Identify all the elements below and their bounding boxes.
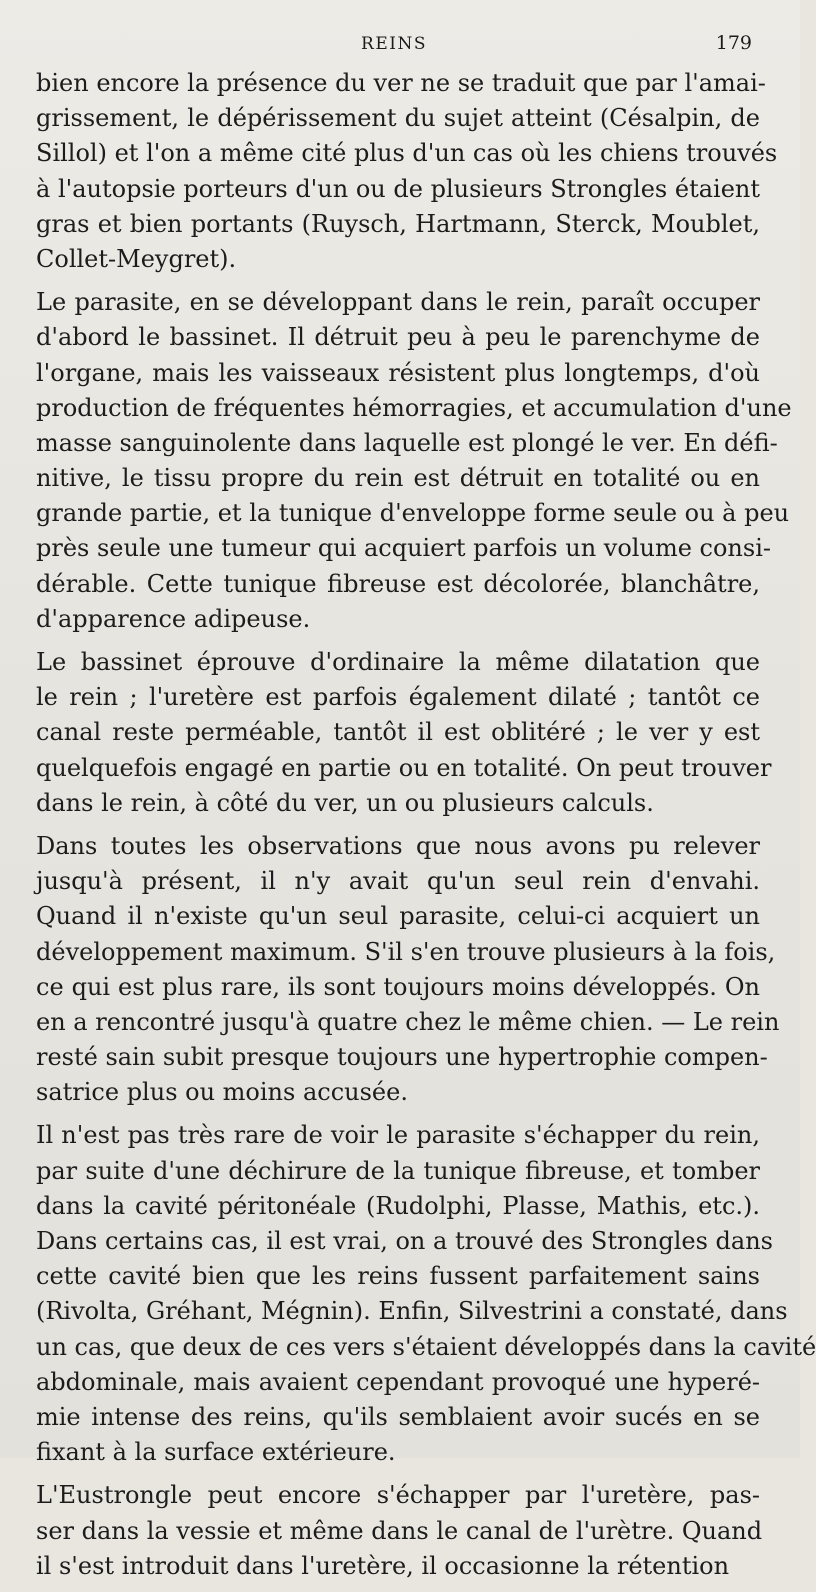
text-line: fixant à la surface extérieure. <box>36 1438 396 1467</box>
text-line: Dans certains cas, il est vrai, on a trouvé des Strongles dans <box>36 1227 773 1255</box>
text-line: Dans toutes les observations que nous avons pu relever <box>36 831 760 860</box>
text-line: ce qui est plus rare, ils sont toujours moins développés. On <box>36 972 760 1001</box>
paragraph <box>36 285 792 637</box>
text-line: nitive, le tissu propre du rein est détruit en totalité ou en <box>36 464 760 493</box>
text-line: à l'autopsie porteurs d'un ou de plusieurs Strongles étaient <box>36 174 760 203</box>
paragraph <box>36 66 778 277</box>
text-line: Le bassinet éprouve d'ordinaire la même dilatation que <box>36 648 760 676</box>
text-line: un cas, que deux de ces vers s'étaient développés dans la cavité <box>36 1332 816 1361</box>
paragraph <box>36 829 780 1111</box>
text-line: jusqu'à présent, il n'y avait qu'un seul rein d'envahi. <box>36 867 760 896</box>
text-line: resté sain subit presque toujours une hypertrophie compen- <box>36 1043 768 1072</box>
text-line: gras et bien portants (Ruysch, Hartmann, Sterck, Moublet, <box>36 209 760 238</box>
paragraph <box>36 1118 816 1470</box>
text-line: (Rivolta, Gréhant, Mégnin). Enfin, Silvestrini a constaté, dans <box>36 1297 788 1326</box>
text-line: l'organe, mais les vaisseaux résistent plus longtemps, d'où <box>36 358 760 387</box>
text-line: Il n'est pas très rare de voir le parasite s'échapper du rein, <box>36 1121 760 1150</box>
body-text <box>36 66 816 1592</box>
text-line: quelquefois engagé en partie ou en totalité. On peut trouver <box>36 753 772 782</box>
text-line: près seule une tumeur qui acquiert parfois un volume consi- <box>36 534 771 563</box>
text-line: Collet-Meygret). <box>36 244 237 273</box>
text-line: L'Eustrongle peut encore s'échapper par l'uretère, pas- <box>36 1481 760 1510</box>
text-line: dans la cavité péritonéale (Rudolphi, Plasse, Mathis, etc.). <box>36 1191 760 1220</box>
text-line: d'abord le bassinet. Il détruit peu à peu le parenchyme de <box>36 323 760 352</box>
text-line: dans le rein, à côté du ver, un ou plusieurs calculs. <box>36 788 654 817</box>
text-line: développement maximum. S'il s'en trouve plusieurs à la fois, <box>36 937 776 966</box>
text-line: mie intense des reins, qu'ils semblaient avoir sucés en se <box>36 1402 760 1431</box>
running-header <box>36 30 752 60</box>
text-line: en a rencontré jusqu'à quatre chez le même chien. — Le rein <box>36 1007 780 1036</box>
text-line: cette cavité bien que les reins fussent parfaitement sains <box>36 1262 760 1291</box>
text-line: Quand il n'existe qu'un seul parasite, celui-ci acquiert un <box>36 902 760 931</box>
text-line: par suite d'une déchirure de la tunique fibreuse, et tomber <box>36 1156 760 1185</box>
paragraph <box>36 1478 763 1584</box>
page-number: 179 <box>715 32 752 54</box>
text-line: grissement, le dépérissement du sujet atteint (Césalpin, de <box>36 104 760 133</box>
paragraph <box>36 645 772 821</box>
text-line: Sillol) et l'on a même cité plus d'un cas où les chiens trouvés <box>36 139 778 168</box>
text-line: canal reste perméable, tantôt il est oblitéré ; le ver y est <box>36 718 760 747</box>
text-line: le rein ; l'uretère est parfois également dilaté ; tantôt ce <box>36 683 760 712</box>
text-line: grande partie, et la tunique d'enveloppe forme seule ou à peu <box>36 499 790 528</box>
running-title: REINS <box>361 34 427 54</box>
text-line: dérable. Cette tunique fibreuse est décolorée, blanchâtre, <box>36 569 760 598</box>
text-line: d'apparence adipeuse. <box>36 604 311 633</box>
text-line: satrice plus ou moins accusée. <box>36 1078 408 1107</box>
text-line: ser dans la vessie et même dans le canal de l'urètre. Quand <box>36 1516 763 1545</box>
text-line: abdominale, mais avaient cependant provoqué une hyperé- <box>36 1367 760 1396</box>
text-line: masse sanguinolente dans laquelle est plongé le ver. En défi- <box>36 428 778 457</box>
text-line: Le parasite, en se développant dans le rein, paraît occuper <box>36 288 760 317</box>
text-line: production de fréquentes hémorragies, et accumulation d'une <box>36 393 792 422</box>
text-line: bien encore la présence du ver ne se traduit que par l'amai- <box>36 69 766 97</box>
text-line: il s'est introduit dans l'uretère, il occasionne la rétention <box>36 1551 730 1580</box>
